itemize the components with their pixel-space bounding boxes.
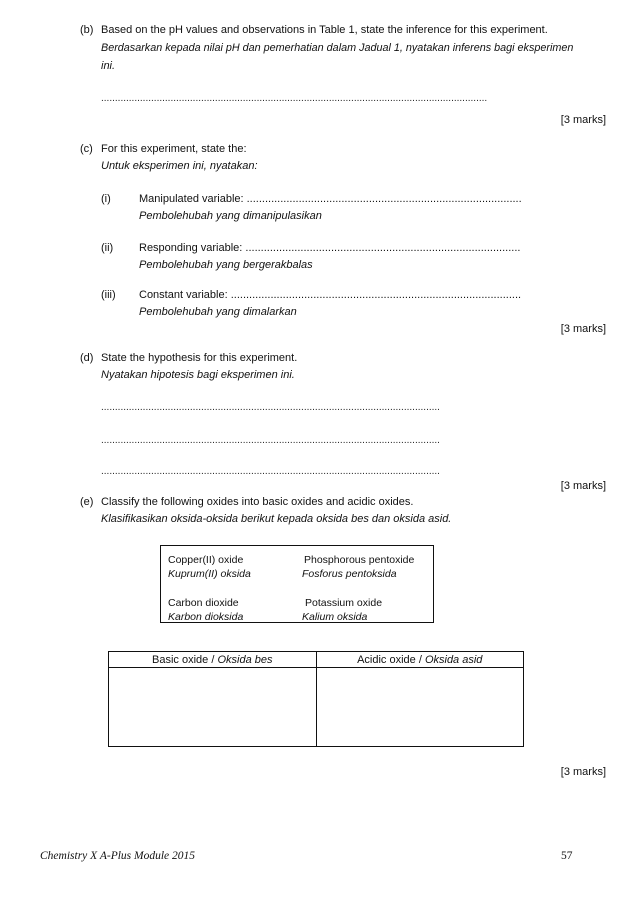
marks-c: [3 marks]: [560, 323, 606, 335]
item-c-iii-number: (iii): [101, 289, 116, 301]
question-d-label: (d): [80, 352, 94, 364]
acidic-oxide-answer-cell[interactable]: [316, 668, 524, 747]
marks-e: [3 marks]: [560, 766, 606, 778]
item-c-iii-text[interactable]: Constant variable: ...............................................................................................: [139, 289, 522, 301]
page-number: 57: [561, 850, 573, 862]
question-b-text: Based on the pH values and observations in Table 1, state the inference for this experiment.: [101, 24, 548, 36]
answer-line-d-2[interactable]: ..........................................................................................................................: [101, 435, 440, 446]
answer-line-d-1[interactable]: ..........................................................................................................................: [101, 402, 440, 413]
classification-table: [108, 651, 524, 747]
question-d-translation: Nyatakan hipotesis bagi eksperimen ini.: [101, 369, 295, 381]
question-b-label: (b): [80, 24, 94, 36]
answer-line-d-3[interactable]: ..........................................................................................................................: [101, 466, 440, 477]
oxide-carbon-translation: Karbon dioksida: [168, 611, 244, 623]
oxide-carbon-name: Carbon dioxide: [168, 597, 239, 609]
question-b-translation-cont: ini.: [101, 60, 116, 72]
basic-oxide-header: Basic oxide / Oksida bes: [109, 652, 317, 668]
footer-title: Chemistry X A-Plus Module 2015: [40, 850, 196, 862]
item-c-ii-number: (ii): [101, 242, 114, 254]
item-c-i-number: (i): [101, 193, 111, 205]
oxide-potassium-translation: Kalium oksida: [302, 611, 368, 623]
oxide-list-box: [160, 545, 434, 623]
item-c-iii-translation: Pembolehubah yang dimalarkan: [139, 306, 297, 318]
oxide-copper-name: Copper(II) oxide: [168, 554, 244, 566]
item-c-ii-text[interactable]: Responding variable: ..........................................................................................: [139, 242, 521, 254]
marks-b: [3 marks]: [560, 114, 606, 126]
question-e-text: Classify the following oxides into basic oxides and acidic oxides.: [101, 496, 414, 508]
answer-line-b[interactable]: ...........................................................................................................................................: [101, 93, 488, 104]
question-d-text: State the hypothesis for this experiment.: [101, 352, 298, 364]
oxide-potassium-name: Potassium oxide: [305, 597, 383, 609]
oxide-phosphorous-name: Phosphorous pentoxide: [304, 554, 415, 566]
oxide-copper-translation: Kuprum(II) oksida: [168, 568, 251, 580]
question-c-translation: Untuk eksperimen ini, nyatakan:: [101, 160, 258, 172]
marks-d: [3 marks]: [560, 480, 606, 492]
question-c-text: For this experiment, state the:: [101, 143, 247, 155]
question-c-label: (c): [80, 143, 93, 155]
question-b-translation: Berdasarkan kepada nilai pH dan pemerhatian dalam Jadual 1, nyatakan inferens bagi eksperimen: [101, 42, 574, 54]
acidic-oxide-header: Acidic oxide / Oksida asid: [316, 652, 524, 668]
item-c-i-text[interactable]: Manipulated variable: ..........................................................................................: [139, 193, 522, 205]
item-c-i-translation: Pembolehubah yang dimanipulasikan: [139, 210, 322, 222]
oxide-phosphorous-translation: Fosforus pentoksida: [302, 568, 397, 580]
basic-oxide-answer-cell[interactable]: [109, 668, 317, 747]
question-e-label: (e): [80, 496, 94, 508]
item-c-ii-translation: Pembolehubah yang bergerakbalas: [139, 259, 313, 271]
question-e-translation: Klasifikasikan oksida-oksida berikut kepada oksida bes dan oksida asid.: [101, 513, 452, 525]
